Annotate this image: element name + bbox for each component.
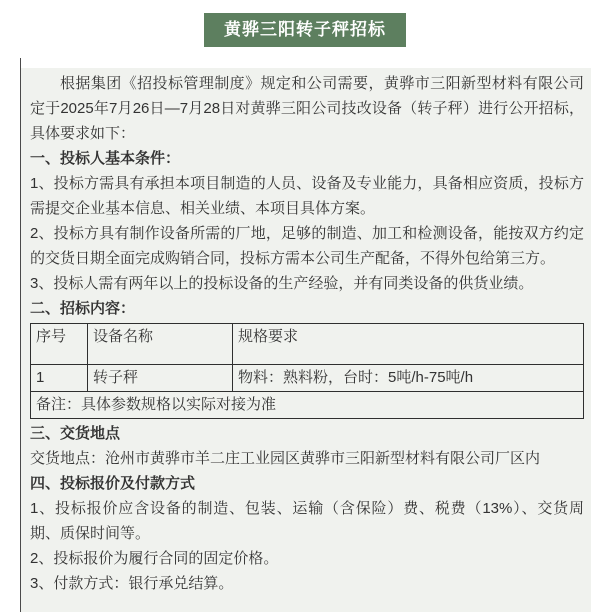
table-header-row (31, 324, 584, 365)
section4-item-1: 1、投标报价应含设备的制造、包装、运输（含保险）费、税费（13%）、交货周期、质保时间等。 (30, 500, 584, 542)
table-header-spec: 规格要求 (233, 324, 584, 365)
section3-heading: 三、交货地点 (30, 425, 121, 442)
section4-item-3: 3、付款方式：银行承兑结算。 (30, 575, 234, 592)
table-cell-device-name: 转子秤 (88, 365, 233, 392)
section1-item-2: 2、投标方具有制作设备所需的厂地，足够的制造、加工和检测设备，能按双方约定的交货日期全面完成购销合同，投标方需本公司生产配备，不得外包给第三方。 (30, 225, 584, 267)
section4-item-2: 2、投标报价为履行合同的固定价格。 (30, 550, 279, 567)
table-cell-spec: 物料：熟料粉，台时：5吨/h-75吨/h (233, 365, 584, 392)
page-title: 黄骅三阳转子秤招标 (204, 13, 406, 47)
section2-heading: 二、招标内容： (30, 300, 136, 317)
intro-paragraph: 根据集团《招投标管理制度》规定和公司需要，黄骅市三阳新型材料有限公司定于2025年7月26日—7月28日对黄骅三阳公司技改设备（转子秤）进行公开招标，具体要求如下： (30, 75, 584, 142)
section4-heading: 四、投标报价及付款方式 (30, 475, 196, 492)
content-frame (20, 58, 591, 612)
section1-item-1: 1、投标方需具有承担本项目制造的人员、设备及专业能力，具备相应资质，投标方需提交企业基本信息、相关业绩、本项目具体方案。 (30, 175, 584, 217)
table-remark: 备注：具体参数规格以实际对接为准 (31, 392, 584, 419)
delivery-location: 交货地点：沧州市黄骅市羊二庄工业园区黄骅市三阳新型材料有限公司厂区内 (30, 450, 541, 467)
bid-items-table (30, 323, 584, 419)
document-body (21, 68, 591, 612)
table-row (31, 365, 584, 392)
table-header-device-name: 设备名称 (88, 324, 233, 365)
table-cell-seq: 1 (31, 365, 88, 392)
section1-heading: 一、投标人基本条件： (30, 150, 181, 167)
section1-item-3: 3、投标人需有两年以上的投标设备的生产经验，并有同类设备的供货业绩。 (30, 275, 534, 292)
table-remark-row (31, 392, 584, 419)
table-header-seq: 序号 (31, 324, 88, 365)
title-banner-container (0, 13, 610, 47)
